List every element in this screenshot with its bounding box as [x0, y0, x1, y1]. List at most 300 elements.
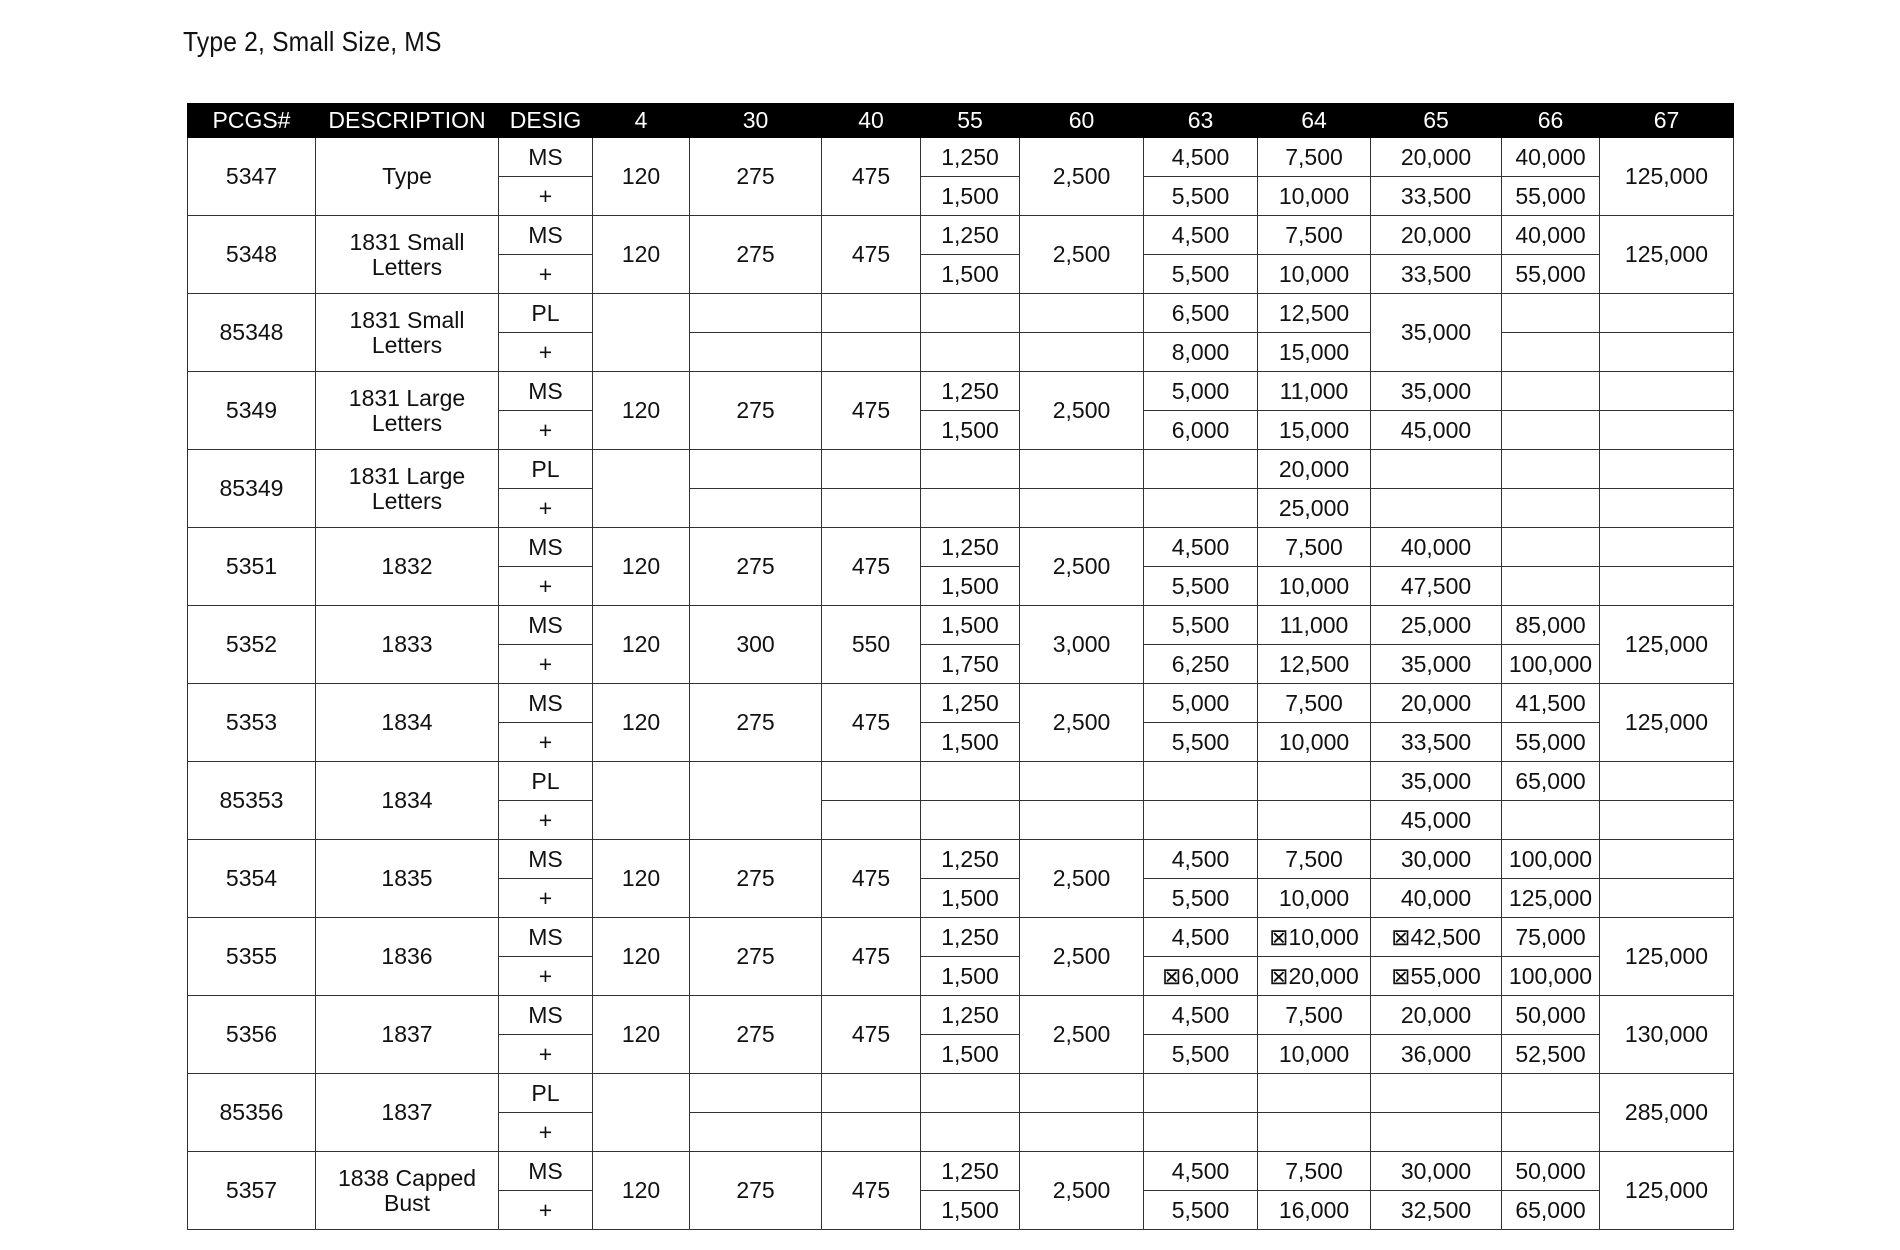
description: 1831 Large Letters: [316, 450, 499, 528]
grade-4-value: 120: [593, 996, 690, 1074]
grade-65-value: 32,500: [1371, 1191, 1502, 1230]
grade-65-value: 33,500: [1371, 177, 1502, 216]
desig-cell: +: [499, 489, 593, 528]
pcgs-number: 5356: [188, 996, 316, 1074]
header-row: [188, 104, 1734, 138]
desig-cell: +: [499, 1035, 593, 1074]
grade-66-value: [1502, 333, 1600, 372]
grade-63-value: [1144, 1113, 1258, 1152]
grade-63-value: 5,500: [1144, 567, 1258, 606]
grade-66-value: 85,000: [1502, 606, 1600, 645]
grade-40-value: 475: [822, 216, 921, 294]
grade-67-value: [1600, 528, 1734, 567]
description: 1837: [316, 1074, 499, 1152]
grade-63-value: 5,500: [1144, 879, 1258, 918]
grade-4-value: 120: [593, 606, 690, 684]
pcgs-number: 5353: [188, 684, 316, 762]
grade-65-value: ⊠42,500: [1371, 918, 1502, 957]
desig-cell: +: [499, 1113, 593, 1152]
grade-60-value: [1020, 294, 1144, 333]
grade-55-value: 1,500: [921, 177, 1020, 216]
table-row: [188, 372, 1734, 411]
grade-66-value: [1502, 411, 1600, 450]
grade-64-value: 7,500: [1258, 528, 1371, 567]
grade-4-value: 120: [593, 138, 690, 216]
grade-64-value: 10,000: [1258, 255, 1371, 294]
grade-65-value: 36,000: [1371, 1035, 1502, 1074]
grade-65-value: 35,000: [1371, 372, 1502, 411]
grade-30-value: 275: [690, 684, 822, 762]
grade-63-value: 6,250: [1144, 645, 1258, 684]
desig-cell: PL: [499, 762, 593, 801]
price-table: [187, 103, 1734, 1230]
grade-55-value: 1,250: [921, 138, 1020, 177]
grade-60-value: 2,500: [1020, 528, 1144, 606]
grade-30-value: 300: [690, 606, 822, 684]
grade-55-value: [921, 333, 1020, 372]
description: 1836: [316, 918, 499, 996]
grade-64-value: ⊠20,000: [1258, 957, 1371, 996]
grade-60-value: 2,500: [1020, 1152, 1144, 1230]
grade-30-value: 275: [690, 996, 822, 1074]
grade-65-value: [1371, 1113, 1502, 1152]
grade-40-value: [822, 801, 921, 840]
grade-63-value: 4,500: [1144, 216, 1258, 255]
grade-66-value: 100,000: [1502, 957, 1600, 996]
grade-63-value: 8,000: [1144, 333, 1258, 372]
grade-67-value: 125,000: [1600, 138, 1734, 216]
grade-55-value: 1,250: [921, 1152, 1020, 1191]
grade-65-value: 45,000: [1371, 801, 1502, 840]
grade-67-value: 125,000: [1600, 216, 1734, 294]
grade-40-value: [822, 333, 921, 372]
grade-30-value: 275: [690, 216, 822, 294]
grade-63-value: [1144, 801, 1258, 840]
grade-66-value: [1502, 801, 1600, 840]
grade-4-value: 120: [593, 840, 690, 918]
grade-64-value: 12,500: [1258, 645, 1371, 684]
grade-55-value: [921, 489, 1020, 528]
grade-55-value: 1,250: [921, 918, 1020, 957]
grade-64-value: 10,000: [1258, 177, 1371, 216]
grade-63-value: 4,500: [1144, 1152, 1258, 1191]
desig-cell: +: [499, 879, 593, 918]
header-grade-55: 55: [921, 104, 1020, 138]
grade-64-value: 15,000: [1258, 333, 1371, 372]
grade-55-value: 1,250: [921, 996, 1020, 1035]
description: 1837: [316, 996, 499, 1074]
desig-cell: MS: [499, 918, 593, 957]
desig-cell: MS: [499, 1152, 593, 1191]
grade-63-value: 4,500: [1144, 138, 1258, 177]
grade-66-value: 52,500: [1502, 1035, 1600, 1074]
table-row: [188, 450, 1734, 489]
header-description: DESCRIPTION: [316, 104, 499, 138]
table-row: [188, 216, 1734, 255]
desig-cell: +: [499, 957, 593, 996]
grade-55-value: 1,750: [921, 645, 1020, 684]
grade-63-value: [1144, 450, 1258, 489]
grade-63-value: 5,500: [1144, 723, 1258, 762]
grade-64-value: [1258, 801, 1371, 840]
desig-cell: +: [499, 255, 593, 294]
grade-67-value: [1600, 840, 1734, 879]
grade-65-value: 20,000: [1371, 138, 1502, 177]
grade-55-value: 1,250: [921, 372, 1020, 411]
grade-55-value: 1,500: [921, 606, 1020, 645]
grade-60-value: 2,500: [1020, 684, 1144, 762]
grade-30-value: [690, 450, 822, 489]
description: 1832: [316, 528, 499, 606]
description: 1834: [316, 762, 499, 840]
grade-64-value: 7,500: [1258, 684, 1371, 723]
grade-30-value: 275: [690, 528, 822, 606]
grade-63-value: ⊠6,000: [1144, 957, 1258, 996]
pcgs-number: 5351: [188, 528, 316, 606]
table-row: [188, 138, 1734, 177]
grade-67-value: 125,000: [1600, 684, 1734, 762]
grade-4-value: [593, 762, 690, 840]
desig-cell: MS: [499, 684, 593, 723]
header-grade-63: 63: [1144, 104, 1258, 138]
grade-67-value: 125,000: [1600, 1152, 1734, 1230]
desig-cell: +: [499, 177, 593, 216]
header-desig: DESIG: [499, 104, 593, 138]
grade-60-value: 2,500: [1020, 216, 1144, 294]
grade-63-value: 5,500: [1144, 255, 1258, 294]
grade-67-value: 130,000: [1600, 996, 1734, 1074]
grade-40-value: 475: [822, 684, 921, 762]
grade-55-value: 1,500: [921, 411, 1020, 450]
grade-63-value: 6,000: [1144, 411, 1258, 450]
description: 1834: [316, 684, 499, 762]
grade-67-value: [1600, 489, 1734, 528]
grade-63-value: 5,500: [1144, 177, 1258, 216]
grade-65-value: 35,000: [1371, 294, 1502, 372]
grade-64-value: [1258, 1074, 1371, 1113]
header-grade-40: 40: [822, 104, 921, 138]
grade-65-value: [1371, 450, 1502, 489]
grade-55-value: [921, 1113, 1020, 1152]
table-row: [188, 684, 1734, 723]
grade-65-value: 40,000: [1371, 879, 1502, 918]
table-row: [188, 840, 1734, 879]
grade-55-value: 1,500: [921, 1191, 1020, 1230]
grade-65-value: 20,000: [1371, 216, 1502, 255]
header-grade-65: 65: [1371, 104, 1502, 138]
grade-66-value: [1502, 489, 1600, 528]
grade-65-value: 30,000: [1371, 1152, 1502, 1191]
grade-55-value: [921, 294, 1020, 333]
grade-55-value: 1,250: [921, 216, 1020, 255]
grade-55-value: 1,250: [921, 840, 1020, 879]
grade-40-value: [822, 1074, 921, 1113]
grade-65-value: 33,500: [1371, 723, 1502, 762]
header-grade-4: 4: [593, 104, 690, 138]
grade-67-value: [1600, 567, 1734, 606]
desig-cell: MS: [499, 996, 593, 1035]
grade-66-value: 40,000: [1502, 138, 1600, 177]
grade-64-value: 7,500: [1258, 216, 1371, 255]
pcgs-number: 5349: [188, 372, 316, 450]
grade-66-value: [1502, 1113, 1600, 1152]
grade-63-value: 5,500: [1144, 606, 1258, 645]
table-row: [188, 996, 1734, 1035]
grade-66-value: 55,000: [1502, 723, 1600, 762]
grade-60-value: [1020, 801, 1144, 840]
grade-55-value: 1,500: [921, 567, 1020, 606]
table-row: [188, 528, 1734, 567]
grade-63-value: [1144, 489, 1258, 528]
grade-67-value: [1600, 333, 1734, 372]
grade-60-value: 2,500: [1020, 372, 1144, 450]
grade-63-value: 6,500: [1144, 294, 1258, 333]
grade-64-value: 10,000: [1258, 723, 1371, 762]
page-title: Type 2, Small Size, MS: [183, 26, 442, 57]
grade-65-value: 35,000: [1371, 645, 1502, 684]
grade-67-value: [1600, 411, 1734, 450]
desig-cell: PL: [499, 294, 593, 333]
grade-65-value: 20,000: [1371, 996, 1502, 1035]
grade-65-value: [1371, 1074, 1502, 1113]
grade-55-value: 1,250: [921, 528, 1020, 567]
grade-64-value: 15,000: [1258, 411, 1371, 450]
description: 1831 Large Letters: [316, 372, 499, 450]
pcgs-number: 85356: [188, 1074, 316, 1152]
desig-cell: +: [499, 567, 593, 606]
header-grade-60: 60: [1020, 104, 1144, 138]
grade-40-value: 475: [822, 138, 921, 216]
grade-40-value: 475: [822, 996, 921, 1074]
grade-66-value: 65,000: [1502, 1191, 1600, 1230]
grade-66-value: [1502, 372, 1600, 411]
grade-67-value: [1600, 294, 1734, 333]
grade-63-value: 5,500: [1144, 1191, 1258, 1230]
desig-cell: MS: [499, 528, 593, 567]
pcgs-number: 85353: [188, 762, 316, 840]
grade-64-value: 7,500: [1258, 138, 1371, 177]
desig-cell: PL: [499, 450, 593, 489]
grade-40-value: 550: [822, 606, 921, 684]
grade-67-value: [1600, 450, 1734, 489]
grade-55-value: [921, 1074, 1020, 1113]
grade-4-value: [593, 294, 690, 372]
grade-40-value: [822, 762, 921, 801]
header-grade-30: 30: [690, 104, 822, 138]
description: 1831 Small Letters: [316, 216, 499, 294]
grade-65-value: ⊠55,000: [1371, 957, 1502, 996]
grade-55-value: [921, 762, 1020, 801]
grade-67-value: [1600, 372, 1734, 411]
desig-cell: MS: [499, 372, 593, 411]
grade-67-value: [1600, 762, 1734, 801]
grade-4-value: 120: [593, 372, 690, 450]
grade-30-value: 275: [690, 372, 822, 450]
grade-55-value: 1,500: [921, 957, 1020, 996]
grade-40-value: [822, 450, 921, 489]
desig-cell: +: [499, 333, 593, 372]
grade-40-value: [822, 294, 921, 333]
grade-64-value: 16,000: [1258, 1191, 1371, 1230]
grade-4-value: 120: [593, 684, 690, 762]
pcgs-number: 5354: [188, 840, 316, 918]
grade-64-value: 7,500: [1258, 1152, 1371, 1191]
grade-65-value: 47,500: [1371, 567, 1502, 606]
grade-63-value: 4,500: [1144, 528, 1258, 567]
grade-64-value: 25,000: [1258, 489, 1371, 528]
grade-30-value: 275: [690, 1152, 822, 1230]
description: 1833: [316, 606, 499, 684]
grade-30-value: [690, 1074, 822, 1113]
grade-30-value: 275: [690, 840, 822, 918]
grade-65-value: 45,000: [1371, 411, 1502, 450]
grade-63-value: 5,000: [1144, 372, 1258, 411]
pcgs-number: 5355: [188, 918, 316, 996]
table-row: [188, 918, 1734, 957]
grade-55-value: 1,500: [921, 723, 1020, 762]
grade-40-value: [822, 489, 921, 528]
pcgs-number: 5348: [188, 216, 316, 294]
grade-66-value: 100,000: [1502, 645, 1600, 684]
grade-40-value: 475: [822, 528, 921, 606]
grade-40-value: 475: [822, 372, 921, 450]
desig-cell: PL: [499, 1074, 593, 1113]
table-header: [188, 104, 1734, 138]
table-body: [188, 138, 1734, 1230]
grade-67-value: 125,000: [1600, 606, 1734, 684]
desig-cell: +: [499, 723, 593, 762]
grade-65-value: 35,000: [1371, 762, 1502, 801]
grade-64-value: 7,500: [1258, 996, 1371, 1035]
grade-64-value: 11,000: [1258, 606, 1371, 645]
grade-64-value: 10,000: [1258, 1035, 1371, 1074]
grade-64-value: 20,000: [1258, 450, 1371, 489]
grade-66-value: 50,000: [1502, 1152, 1600, 1191]
desig-cell: MS: [499, 216, 593, 255]
grade-40-value: 475: [822, 1152, 921, 1230]
grade-64-value: 11,000: [1258, 372, 1371, 411]
description: 1831 Small Letters: [316, 294, 499, 372]
grade-64-value: ⊠10,000: [1258, 918, 1371, 957]
grade-67-value: [1600, 879, 1734, 918]
grade-63-value: [1144, 762, 1258, 801]
description: 1835: [316, 840, 499, 918]
grade-4-value: [593, 1074, 690, 1152]
grade-4-value: 120: [593, 918, 690, 996]
grade-60-value: [1020, 450, 1144, 489]
grade-64-value: 7,500: [1258, 840, 1371, 879]
grade-65-value: 30,000: [1371, 840, 1502, 879]
grade-64-value: 12,500: [1258, 294, 1371, 333]
pcgs-number: 85349: [188, 450, 316, 528]
grade-63-value: 5,500: [1144, 1035, 1258, 1074]
grade-60-value: [1020, 762, 1144, 801]
grade-63-value: 4,500: [1144, 840, 1258, 879]
grade-66-value: [1502, 528, 1600, 567]
grade-60-value: 3,000: [1020, 606, 1144, 684]
grade-4-value: 120: [593, 528, 690, 606]
grade-60-value: [1020, 1113, 1144, 1152]
grade-66-value: 55,000: [1502, 255, 1600, 294]
grade-60-value: [1020, 1074, 1144, 1113]
grade-65-value: 20,000: [1371, 684, 1502, 723]
grade-67-value: 125,000: [1600, 918, 1734, 996]
desig-cell: +: [499, 645, 593, 684]
grade-66-value: 75,000: [1502, 918, 1600, 957]
grade-30-value: [690, 1113, 822, 1152]
grade-65-value: [1371, 489, 1502, 528]
grade-66-value: 65,000: [1502, 762, 1600, 801]
grade-63-value: 4,500: [1144, 918, 1258, 957]
grade-64-value: 10,000: [1258, 879, 1371, 918]
desig-cell: +: [499, 801, 593, 840]
grade-65-value: 33,500: [1371, 255, 1502, 294]
grade-66-value: 100,000: [1502, 840, 1600, 879]
grade-66-value: 50,000: [1502, 996, 1600, 1035]
grade-66-value: [1502, 567, 1600, 606]
grade-60-value: 2,500: [1020, 918, 1144, 996]
grade-30-value: [690, 762, 822, 840]
grade-60-value: 2,500: [1020, 840, 1144, 918]
table-row: [188, 1074, 1734, 1113]
grade-55-value: 1,250: [921, 684, 1020, 723]
grade-66-value: 41,500: [1502, 684, 1600, 723]
header-grade-64: 64: [1258, 104, 1371, 138]
grade-66-value: 40,000: [1502, 216, 1600, 255]
grade-66-value: [1502, 1074, 1600, 1113]
table-row: [188, 294, 1734, 333]
grade-65-value: 25,000: [1371, 606, 1502, 645]
grade-64-value: 10,000: [1258, 567, 1371, 606]
table-row: [188, 606, 1734, 645]
grade-55-value: [921, 450, 1020, 489]
description: 1838 Capped Bust: [316, 1152, 499, 1230]
grade-55-value: 1,500: [921, 255, 1020, 294]
grade-40-value: 475: [822, 918, 921, 996]
grade-40-value: 475: [822, 840, 921, 918]
grade-4-value: 120: [593, 1152, 690, 1230]
desig-cell: MS: [499, 840, 593, 879]
desig-cell: +: [499, 411, 593, 450]
grade-66-value: [1502, 294, 1600, 333]
description: Type: [316, 138, 499, 216]
grade-4-value: [593, 450, 690, 528]
table-row: [188, 1152, 1734, 1191]
header-pcgs: PCGS#: [188, 104, 316, 138]
grade-66-value: 125,000: [1502, 879, 1600, 918]
grade-60-value: [1020, 333, 1144, 372]
grade-63-value: 5,000: [1144, 684, 1258, 723]
grade-55-value: 1,500: [921, 1035, 1020, 1074]
header-grade-67: 67: [1600, 104, 1734, 138]
grade-63-value: 4,500: [1144, 996, 1258, 1035]
pcgs-number: 85348: [188, 294, 316, 372]
grade-66-value: 55,000: [1502, 177, 1600, 216]
desig-cell: +: [499, 1191, 593, 1230]
grade-60-value: 2,500: [1020, 996, 1144, 1074]
pcgs-number: 5357: [188, 1152, 316, 1230]
grade-55-value: [921, 801, 1020, 840]
table-row: [188, 762, 1734, 801]
grade-67-value: [1600, 801, 1734, 840]
grade-60-value: 2,500: [1020, 138, 1144, 216]
desig-cell: MS: [499, 138, 593, 177]
grade-64-value: [1258, 1113, 1371, 1152]
grade-60-value: [1020, 489, 1144, 528]
grade-40-value: [822, 1113, 921, 1152]
grade-30-value: [690, 294, 822, 333]
grade-30-value: 275: [690, 138, 822, 216]
